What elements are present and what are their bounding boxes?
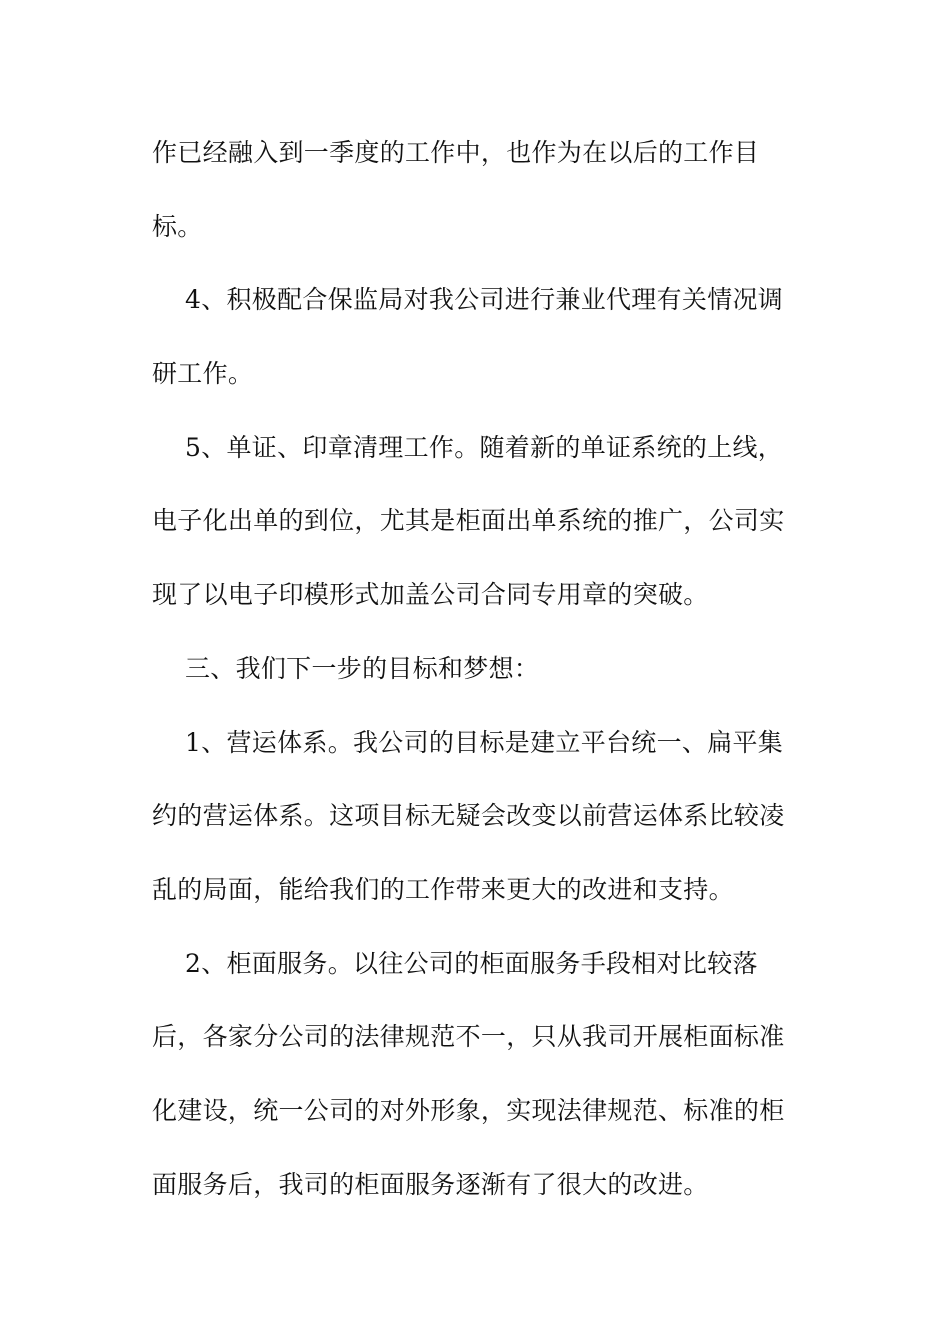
text-line: 1、营运体系。我公司的目标是建立平台统一、扁平集 <box>152 727 784 757</box>
text-line: 现了以电子印模形式加盖公司合同专用章的突破。 <box>152 580 709 610</box>
text-line: 约的营运体系。这项目标无疑会改变以前营运体系比较凌 <box>152 801 785 831</box>
text-line: 作已经融入到一季度的工作中，也作为在以后的工作目 <box>152 138 760 167</box>
text-line: 电子化出单的到位，尤其是柜面出单系统的推广，公司实 <box>152 506 785 536</box>
text-line: 4、积极配合保监局对我公司进行兼业代理有关情况调 <box>152 285 784 315</box>
text-line: 化建设，统一公司的对外形象，实现法律规范、标准的柜 <box>152 1095 785 1125</box>
document-body <box>152 126 812 1231</box>
text-line: 研工作。 <box>152 359 254 389</box>
text-line: 三、我们下一步的目标和梦想： <box>152 653 540 683</box>
text-line: 面服务后，我司的柜面服务逐渐有了很大的改进。 <box>152 1169 709 1199</box>
text-line: 2、柜面服务。以往公司的柜面服务手段相对比较落 <box>152 948 758 978</box>
text-line: 乱的局面，能给我们的工作带来更大的改进和支持。 <box>152 874 734 904</box>
text-line: 5、单证、印章清理工作。随着新的单证系统的上线， <box>152 432 784 462</box>
text-line: 后，各家分公司的法律规范不一，只从我司开展柜面标准 <box>152 1022 785 1052</box>
text-line: 标。 <box>152 211 203 241</box>
